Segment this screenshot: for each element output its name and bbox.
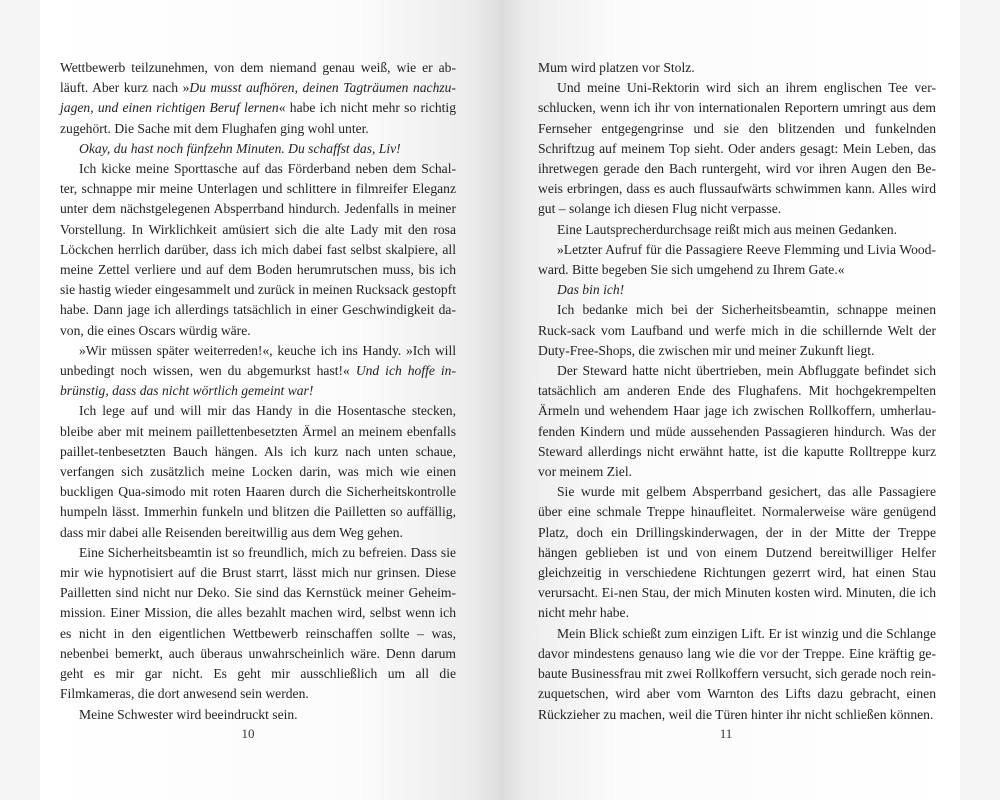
paragraph	[538, 220, 936, 240]
text-run: Eine Lautsprecherdurchsage reißt mich aus meinen Gedanken.	[557, 221, 898, 237]
text-run: « habe ich nicht mehr so richtig zugehört. Die Sache mit dem Flughafen ging wohl unter.	[60, 100, 456, 136]
left-page	[40, 0, 500, 800]
paragraph	[60, 705, 456, 725]
paragraph	[60, 58, 456, 139]
left-page-number: 10	[241, 726, 255, 741]
text-run: Mum wird platzen vor Stolz.	[538, 60, 695, 75]
text-run: Wettbewerb teilzunehmen, von dem niemand genau weiß, wie er ab-läuft. Aber kurz nach »	[60, 60, 456, 96]
text-run: Ich lege auf und will mir das Handy in die Hosentasche stecken, bleibe aber mit meinem paillettenbesetzten Ärmel an meinem ebenfalls paillet-tenbesetzten Bauch hängen. Als ich kurz nach unten schaue, verfangen sich zusätzlich meine Locken darin, was mich wie einen buckligen Qua-simodo mit roten Haaren durch die Sicherheitskontrolle humpeln lässt. Immerhin funkeln und blitzen die Pailletten so auffällig, dass mir dabei alle Reisenden bereitwillig aus dem Weg gehen.	[60, 403, 456, 540]
paragraph	[538, 78, 936, 219]
italic-text: Und ich hoffe in-brünstig, dass das nicht wörtlich gemeint war!	[60, 363, 456, 399]
paragraph	[538, 240, 936, 280]
paragraph	[538, 482, 936, 623]
text-run: Sie wurde mit gelbem Absperrband gesichert, das alle Passagiere über eine schmale Treppe hinaufleitet. Normalerweise wäre genügend Platz, doch ein Drillingskinderwagen, der in der Mitte der Treppe hängen geblieben ist und von einem Dutzend bereitwilliger Helfer gleichzeitig in verschiedene Richtungen gezerrt wird, hat einen Stau verursacht. Ei-nen Stau, der mich Minuten kosten wird. Minuten, die ich nicht mehr habe.	[538, 484, 936, 621]
italic-text: Du musst aufhören, deinen Tagträumen nachzu-jagen, und einen richtigen Beruf lernen	[60, 80, 456, 116]
paragraph	[60, 341, 456, 402]
text-run: »Wir müssen später weiterreden!«, keuche ich ins Handy. »Ich will unbedingt noch wissen, wen du abgemurkst hast!«	[60, 342, 456, 379]
left-page-text	[60, 58, 456, 725]
book-spread	[40, 0, 960, 800]
text-run: Mein Blick schießt zum einzigen Lift. Er ist winzig und die Schlange davor mindestens genauso lang wie die vor der Treppe. Eine kräftig ge-baute Businessfrau mit zwei Rollkoffern versucht, sich gerade noch rein-zuquetschen, wird aber vom Warnton des Lifts dazu gebracht, einen Rückzieher zu machen, weil die Türen hinter ihr nicht schließen können.	[538, 625, 936, 722]
paragraph	[538, 361, 936, 482]
right-page-text	[538, 58, 936, 725]
text-run: Eine Sicherheitsbeamtin ist so freundlich, mich zu befreien. Dass sie mir wie hypnotisiert auf die Brust starrt, lässt mich nur grinsen. Diese Pailletten sind nicht nur Deko. Sie sind das Kernstück meiner Geheim-mission. Einer Mission, die alles bezahlt machen wird, selbst wenn ich es nicht in den eigentlichen Wettbewerb reinschaffen sollte – was, nebenbei bemerkt, auch überaus unwahrscheinlich wäre. Denn darum geht es mir gar nicht. Es geht mir ausschließlich um all die Filmkameras, die dort anwesend sein werden.	[60, 544, 456, 702]
paragraph	[538, 624, 936, 725]
paragraph	[538, 280, 936, 300]
text-run: Der Steward hatte nicht übertrieben, mein Abfluggate befindet sich tatsächlich am anderen Ende des Flughafens. Mit hochgekrempelten Ärmeln und wehendem Haar jage ich zwischen Rollkoffern, umherlau-fenden Kindern und müde aussehenden Passagieren hindurch. Was der Steward allerdings nicht erwähnt hatte, ist die kaputte Rolltreppe kurz vor meinem Ziel.	[538, 363, 936, 480]
paragraph	[60, 139, 456, 159]
text-run: Ich bedanke mich bei der Sicherheitsbeamtin, schnappe meinen Ruck-sack vom Laufband und werfe mich in die schillernde Welt der Duty-Free-Shops, die zwischen mir und meiner Zukunft liegt.	[538, 302, 936, 358]
italic-text: Okay, du hast noch fünfzehn Minuten. Du schaffst das, Liv!	[79, 140, 401, 156]
paragraph	[538, 300, 936, 361]
text-run: Und meine Uni-Rektorin wird sich an ihrem englischen Tee ver-schlucken, wenn ich ihr von internationalen Reportern umringt aus dem Fernseher entgegengrinse und sie den blitzenden und funkelnden Schriftzug auf meinem Top sieht. Oder anders gesagt: Mein Leben, das ihretwegen gerade den Bach runtergeht, wird vor ihren Augen den Be-weis erbringen, dass es auch flussaufwärts schwimmen kann. Alles wird gut – solange ich diesen Flug nicht verpasse.	[538, 80, 936, 217]
right-page	[500, 0, 960, 800]
text-run: »Letzter Aufruf für die Passagiere Reeve Flemming und Livia Wood-ward. Bitte begeben Sie sich umgehend zu Ihrem Gate.«	[538, 241, 936, 278]
text-run: Meine Schwester wird beeindruckt sein.	[79, 706, 298, 722]
paragraph	[60, 401, 456, 542]
right-page-number: 11	[719, 726, 733, 741]
paragraph	[60, 159, 456, 341]
text-run: Ich kicke meine Sporttasche auf das Förderband neben dem Schal-ter, schnappe mir meine Unterlagen und schlittere in filmreifer Eleganz unter dem nächstgelegenen Absperrband hindurch. Jedenfalls in meiner Vorstellung. In Wirklichkeit amüsiert sich die alte Lady mit den rosa Löckchen herrlich darüber, dass ich mich dabei fast selbst skalpiere, all meine Zettel verliere und auf dem Boden herumrutschen muss, bis ich sie hastig wieder eingesammelt und zurück in meinen Rucksack gestopft habe. Dann jage ich allerdings tatsächlich in einer Geschwindigkeit da-von, die eines Oscars würdig wäre.	[60, 161, 456, 338]
italic-text: Das bin ich!	[557, 282, 625, 298]
paragraph	[538, 58, 936, 78]
paragraph	[60, 543, 456, 705]
